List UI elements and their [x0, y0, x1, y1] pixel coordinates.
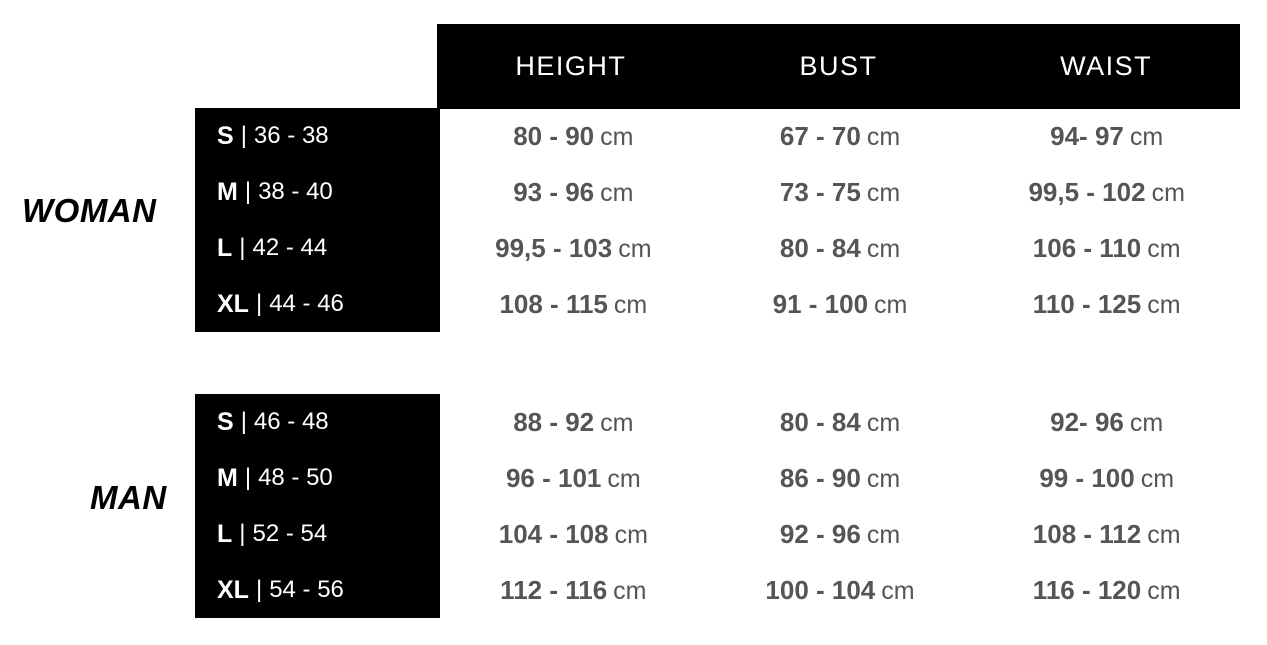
- cell-bust: [707, 575, 974, 606]
- cell-bust: [707, 463, 974, 494]
- cell-waist: [973, 121, 1240, 152]
- unit: cm: [866, 234, 901, 263]
- size-code: XL: [217, 575, 249, 604]
- size-cell: [195, 108, 440, 164]
- unit: cm: [614, 520, 648, 549]
- cell-bust: [707, 177, 974, 208]
- value: 99,5 - 102: [1028, 176, 1146, 207]
- size-range: 54 - 56: [269, 576, 344, 603]
- value: 80 - 84: [779, 406, 861, 437]
- measurements-man: [440, 394, 1240, 618]
- value: 67 - 70: [779, 120, 861, 151]
- cell-bust: [707, 407, 974, 438]
- value: 92 - 96: [779, 518, 861, 549]
- size-separator: |: [239, 234, 246, 261]
- cell-height: [440, 519, 707, 550]
- size-code: S: [217, 407, 234, 436]
- size-column-man: [195, 394, 440, 618]
- value: 110 - 125: [1032, 288, 1142, 319]
- size-column-woman: [195, 108, 440, 332]
- unit: cm: [618, 234, 652, 263]
- size-range: 52 - 54: [252, 520, 328, 547]
- cell-height: [440, 233, 707, 264]
- unit: cm: [866, 122, 901, 151]
- size-code: M: [217, 177, 238, 206]
- size-range: 36 - 38: [253, 122, 329, 149]
- size-range: 48 - 50: [258, 464, 333, 491]
- size-range: 42 - 44: [252, 234, 328, 261]
- unit: cm: [1147, 290, 1181, 319]
- size-code: L: [217, 233, 233, 262]
- cell-height: [440, 177, 707, 208]
- unit: cm: [1151, 178, 1185, 207]
- size-range: 44 - 46: [269, 290, 344, 317]
- cell-waist: [973, 463, 1240, 494]
- cell-waist: [973, 519, 1240, 550]
- size-code: M: [217, 463, 238, 492]
- value: 108 - 115: [499, 288, 608, 319]
- table-row: [440, 450, 1240, 506]
- table-row: [440, 506, 1240, 562]
- group-label-woman: WOMAN: [22, 192, 157, 229]
- value: 91 - 100: [772, 288, 869, 319]
- size-cell: [195, 450, 440, 506]
- size-cell: [195, 276, 440, 332]
- column-header-bust: BUST: [799, 51, 878, 81]
- table-row: [440, 108, 1240, 164]
- cell-bust: [707, 289, 974, 320]
- size-code: S: [217, 121, 234, 150]
- unit: cm: [600, 408, 634, 437]
- size-separator: |: [240, 122, 247, 149]
- size-code: XL: [217, 289, 249, 318]
- cell-bust: [707, 121, 974, 152]
- size-separator: |: [255, 290, 263, 317]
- cell-height: [440, 289, 707, 320]
- size-cell: [195, 506, 440, 562]
- unit: cm: [1129, 122, 1164, 151]
- value: 112 - 116: [500, 574, 608, 605]
- table-row: [440, 394, 1240, 450]
- table-row: [440, 276, 1240, 332]
- unit: cm: [600, 122, 634, 151]
- table-row: [440, 220, 1240, 276]
- unit: cm: [1147, 234, 1181, 263]
- size-separator: |: [255, 576, 263, 603]
- size-separator: |: [244, 464, 252, 491]
- value: 116 - 120: [1032, 574, 1142, 605]
- cell-height: [440, 121, 707, 152]
- size-separator: |: [239, 520, 246, 547]
- value: 93 - 96: [513, 176, 595, 207]
- cell-bust: [707, 519, 974, 550]
- value: 99,5 - 103: [495, 232, 613, 263]
- cell-bust: [707, 233, 974, 264]
- table-header-bar: [437, 24, 1240, 109]
- group-label-man: MAN: [90, 479, 167, 516]
- value: 108 - 112: [1032, 518, 1142, 549]
- unit: cm: [613, 576, 647, 605]
- value: 88 - 92: [513, 406, 595, 437]
- unit: cm: [1147, 520, 1181, 549]
- cell-waist: [973, 289, 1240, 320]
- cell-height: [440, 407, 707, 438]
- cell-waist: [973, 177, 1240, 208]
- unit: cm: [1140, 464, 1175, 493]
- unit: cm: [866, 520, 901, 549]
- unit: cm: [874, 290, 908, 319]
- unit: cm: [866, 464, 901, 493]
- unit: cm: [1147, 576, 1181, 605]
- unit: cm: [607, 464, 641, 493]
- value: 100 - 104: [765, 574, 876, 605]
- value: 99 - 100: [1039, 462, 1135, 493]
- cell-waist: [973, 233, 1240, 264]
- size-separator: |: [240, 408, 247, 435]
- value: 73 - 75: [779, 176, 861, 207]
- column-header-waist: WAIST: [1060, 51, 1153, 81]
- value: 80 - 84: [779, 232, 861, 263]
- size-cell: [195, 220, 440, 276]
- unit: cm: [881, 576, 915, 605]
- size-cell: [195, 394, 440, 450]
- value: 104 - 108: [498, 518, 609, 549]
- size-range: 38 - 40: [258, 178, 333, 205]
- cell-height: [440, 463, 707, 494]
- value: 94- 97: [1050, 120, 1124, 151]
- size-separator: |: [244, 178, 252, 205]
- column-header-height: HEIGHT: [515, 51, 627, 81]
- cell-waist: [973, 575, 1240, 606]
- cell-waist: [973, 407, 1240, 438]
- unit: cm: [613, 290, 648, 319]
- value: 96 - 101: [505, 462, 602, 493]
- value: 86 - 90: [779, 462, 861, 493]
- unit: cm: [866, 408, 901, 437]
- value: 80 - 90: [513, 120, 595, 151]
- table-row: [440, 562, 1240, 618]
- unit: cm: [866, 178, 901, 207]
- size-code: L: [217, 519, 233, 548]
- size-cell: [195, 164, 440, 220]
- value: 106 - 110: [1032, 232, 1142, 263]
- table-row: [440, 164, 1240, 220]
- unit: cm: [600, 178, 634, 207]
- value: 92- 96: [1050, 406, 1124, 437]
- unit: cm: [1129, 408, 1164, 437]
- size-cell: [195, 562, 440, 618]
- size-range: 46 - 48: [253, 408, 329, 435]
- measurements-woman: [440, 108, 1240, 332]
- cell-height: [440, 575, 707, 606]
